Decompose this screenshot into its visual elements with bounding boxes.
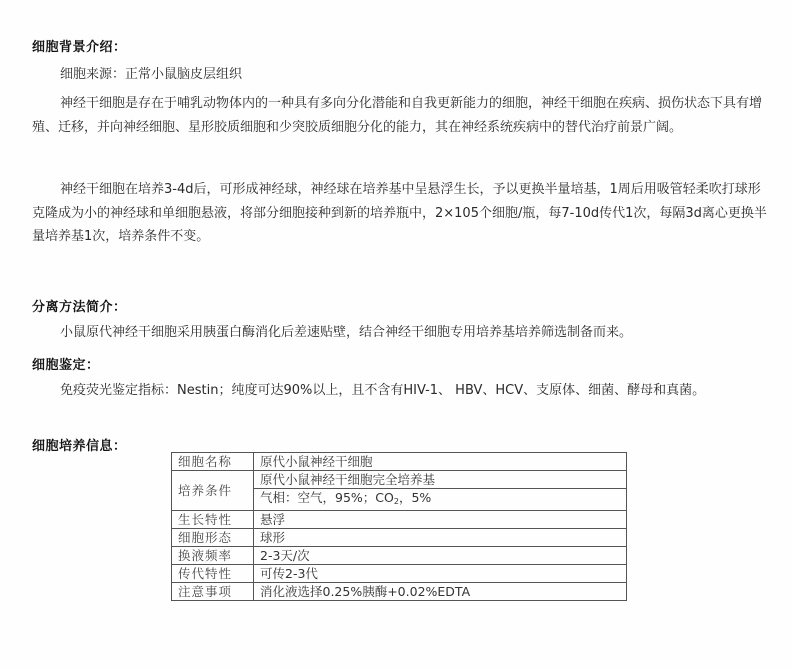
table-row [172,529,627,547]
table-value: 悬浮 [254,511,627,529]
table-row [172,547,627,565]
table-value: 消化液选择0.25%胰酶+0.02%EDTA [254,583,627,601]
table-value: 2-3天/次 [254,547,627,565]
table-value: 球形 [254,529,627,547]
gas-subscript: 2 [393,497,399,506]
table-row [172,583,627,601]
section-heading-method: 分离方法简介： [32,300,127,315]
table-label: 换液频率 [172,547,254,565]
table-label: 传代特性 [172,565,254,583]
gas-text-suffix: ，5% [398,490,432,505]
table-row [172,471,627,489]
table-label: 细胞名称 [172,453,254,471]
table-row [172,511,627,529]
table-label: 生长特性 [172,511,254,529]
background-paragraph-1: 神经干细胞是存在于哺乳动物体内的一种具有多向分化潜能和自我更新能力的细胞，神经干细胞在疾病、损伤状态下具有增殖、迁移，并向神经细胞、星形胶质细胞和少突胶质细胞分化的能力，其在神经系统疾病中的替代治疗前景广阔。 [32,96,763,135]
table-value: 原代小鼠神经干细胞 [254,453,627,471]
table-row [172,453,627,471]
table-label: 注意事项 [172,583,254,601]
background-paragraph-2: 神经干细胞在培养3-4d后，可形成神经球，神经球在培养基中呈悬浮生长，予以更换半量培基，1周后用吸管轻柔吹打球形克隆成为小的神经球和单细胞悬液，将部分细胞接种到新的培养瓶中，2×105个细胞/瓶，每7-10d传代1次，每隔3d离心更换半量培养基1次，培养条件不变。 [32,182,767,244]
method-text: 小鼠原代神经干细胞采用胰蛋白酶消化后差速贴壁，结合神经干细胞专用培养基培养筛选制备而来。 [60,325,633,340]
section-heading-culture: 细胞培养信息： [32,439,127,454]
table-label: 培养条件 [172,471,254,511]
table-row [172,565,627,583]
section-heading-identification: 细胞鉴定： [32,358,100,373]
table-value: 原代小鼠神经干细胞完全培养基 [254,471,627,489]
culture-info-table [171,452,627,601]
gas-text: 气相：空气，95%；CO [260,490,394,505]
cell-source-text: 细胞来源：正常小鼠脑皮层组织 [60,67,243,82]
table-label: 细胞形态 [172,529,254,547]
table-value-gas [254,489,627,511]
identification-text: 免疫荧光鉴定指标：Nestin；纯度可达90%以上，且不含有HIV-1、 HBV、HCV、支原体、细菌、酵母和真菌。 [60,383,706,398]
section-heading-background: 细胞背景介绍： [32,40,127,55]
table-value: 可传2-3代 [254,565,627,583]
